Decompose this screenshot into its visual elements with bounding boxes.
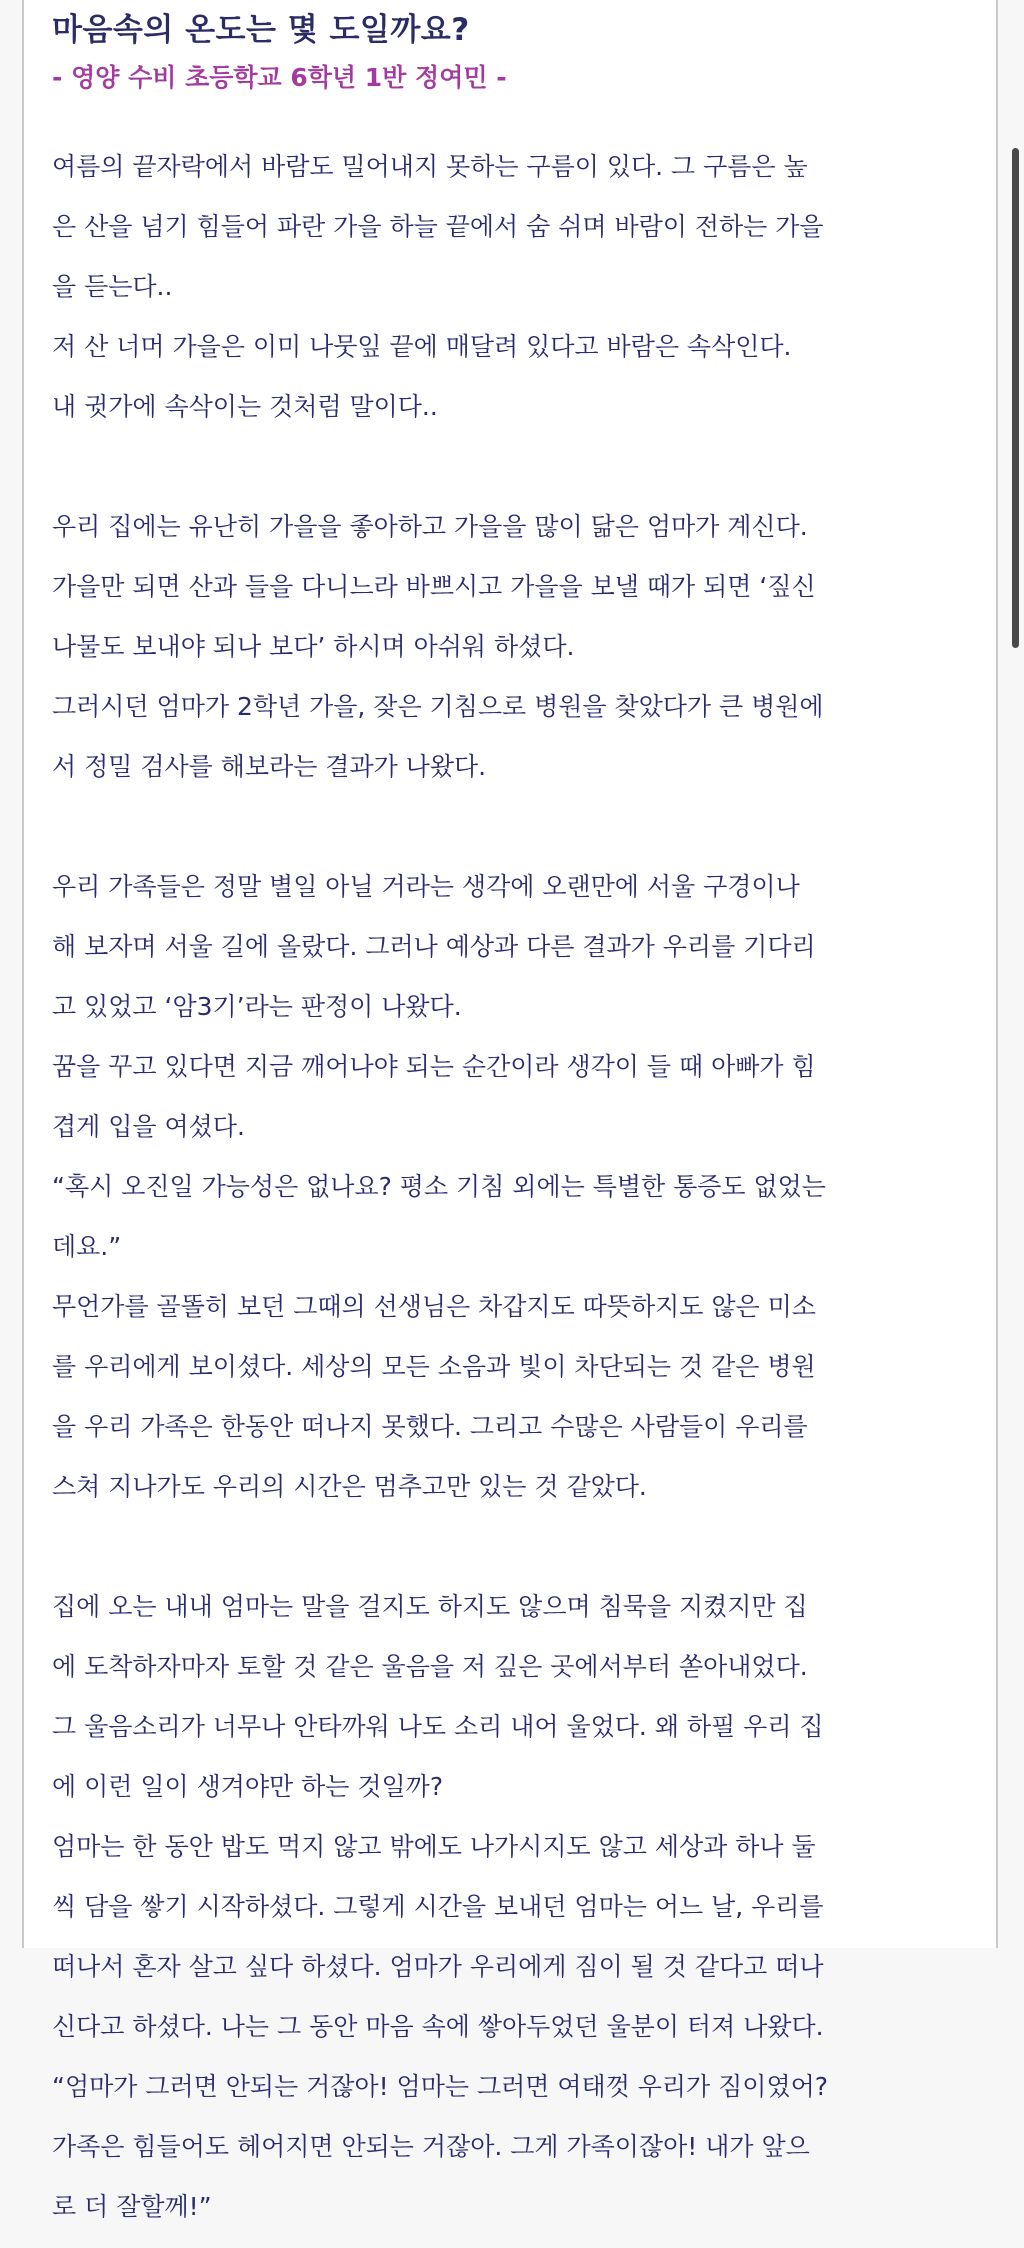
- text-line: 을 듣는다..: [52, 272, 173, 301]
- text-line: 을 우리 가족은 한동안 떠나지 못했다. 그리고 수많은 사람들이 우리를: [52, 1412, 808, 1441]
- text-line: 우리 집에는 유난히 가을을 좋아하고 가을을 많이 닮은 엄마가 계신다.: [52, 512, 808, 541]
- text-line: 엄마는 한 동안 밥도 먹지 않고 밖에도 나가시지도 않고 세상과 하나 둘: [52, 1832, 816, 1861]
- text-line: 신다고 하셨다. 나는 그 동안 마음 속에 쌓아두었던 울분이 터져 나왔다.: [52, 2012, 824, 2041]
- text-line: 로 더 잘할께!”: [52, 2192, 212, 2221]
- text-line: 데요.”: [52, 1232, 122, 1261]
- text-line: 여름의 끝자락에서 바람도 밀어내지 못하는 구름이 있다. 그 구름은 높: [52, 152, 808, 181]
- article-title: 마음속의 온도는 몇 도일까요?: [52, 12, 470, 48]
- text-line: “엄마가 그러면 안되는 거잖아! 엄마는 그러면 여태껏 우리가 짐이였어?: [52, 2072, 829, 2101]
- paragraph-gap: [52, 448, 982, 508]
- text-line: 에 도착하자마자 토할 것 같은 울음을 저 깊은 곳에서부터 쏟아내었다.: [52, 1652, 808, 1681]
- text-line: 해 보자며 서울 길에 올랐다. 그러나 예상과 다른 결과가 우리를 기다리: [52, 932, 816, 961]
- text-line: 나물도 보내야 되나 보다’ 하시며 아쉬워 하셨다.: [52, 632, 575, 661]
- text-line: 꿈을 꾸고 있다면 지금 깨어나야 되는 순간이라 생각이 들 때 아빠가 힘: [52, 1052, 816, 1081]
- text-line: 씩 담을 쌓기 시작하셨다. 그렇게 시간을 보내던 엄마는 어느 날, 우리를: [52, 1892, 824, 1921]
- text-line: 은 산을 넘기 힘들어 파란 가을 하늘 끝에서 숨 쉬며 바람이 전하는 가을: [52, 212, 824, 241]
- text-line: 에 이런 일이 생겨야만 하는 것일까?: [52, 1772, 444, 1801]
- text-line: 겹게 입을 여셨다.: [52, 1112, 245, 1141]
- text-line: 떠나서 혼자 살고 싶다 하셨다. 엄마가 우리에게 짐이 될 것 같다고 떠나: [52, 1952, 824, 1981]
- paragraph-gap: [52, 1528, 982, 1588]
- article-paragraph: [52, 148, 982, 426]
- article-byline: - 영양 수비 초등학교 6학년 1반 정여민 -: [52, 63, 507, 92]
- text-line: 내 귓가에 속삭이는 것처럼 말이다..: [52, 392, 438, 421]
- text-line: 무언가를 골똘히 보던 그때의 선생님은 차갑지도 따뜻하지도 않은 미소: [52, 1292, 816, 1321]
- text-line: 가족은 힘들어도 헤어지면 안되는 거잖아. 그게 가족이잖아! 내가 앞으: [52, 2132, 810, 2161]
- text-line: 저 산 너머 가을은 이미 나뭇잎 끝에 매달려 있다고 바람은 속삭인다.: [52, 332, 792, 361]
- article-paragraph: [52, 508, 982, 786]
- article-paragraph: [52, 868, 982, 1506]
- article-body: [52, 148, 982, 2248]
- paragraph-gap: [52, 808, 982, 868]
- text-line: 집에 오는 내내 엄마는 말을 걸지도 하지도 않으며 침묵을 지켰지만 집: [52, 1592, 808, 1621]
- text-line: 고 있었고 ‘암3기’라는 판정이 나왔다.: [52, 992, 462, 1021]
- text-line: 서 정밀 검사를 해보라는 결과가 나왔다.: [52, 752, 487, 781]
- text-line: 그러시던 엄마가 2학년 가을, 잦은 기침으로 병원을 찾았다가 큰 병원에: [52, 692, 824, 721]
- text-line: 를 우리에게 보이셨다. 세상의 모든 소음과 빛이 차단되는 것 같은 병원: [52, 1352, 816, 1381]
- text-line: 스쳐 지나가도 우리의 시간은 멈추고만 있는 것 같았다.: [52, 1472, 647, 1501]
- text-line: 가을만 되면 산과 들을 다니느라 바쁘시고 가을을 보낼 때가 되면 ‘짚신: [52, 572, 816, 601]
- scrollbar-thumb[interactable]: [1012, 148, 1019, 648]
- article-paragraph: [52, 1588, 982, 2226]
- text-line: 우리 가족들은 정말 별일 아닐 거라는 생각에 오랜만에 서울 구경이나: [52, 872, 800, 901]
- text-line: 그 울음소리가 너무나 안타까워 나도 소리 내어 울었다. 왜 하필 우리 집: [52, 1712, 824, 1741]
- text-line: “혹시 오진일 가능성은 없나요? 평소 기침 외에는 특별한 통증도 없었는: [52, 1172, 826, 1201]
